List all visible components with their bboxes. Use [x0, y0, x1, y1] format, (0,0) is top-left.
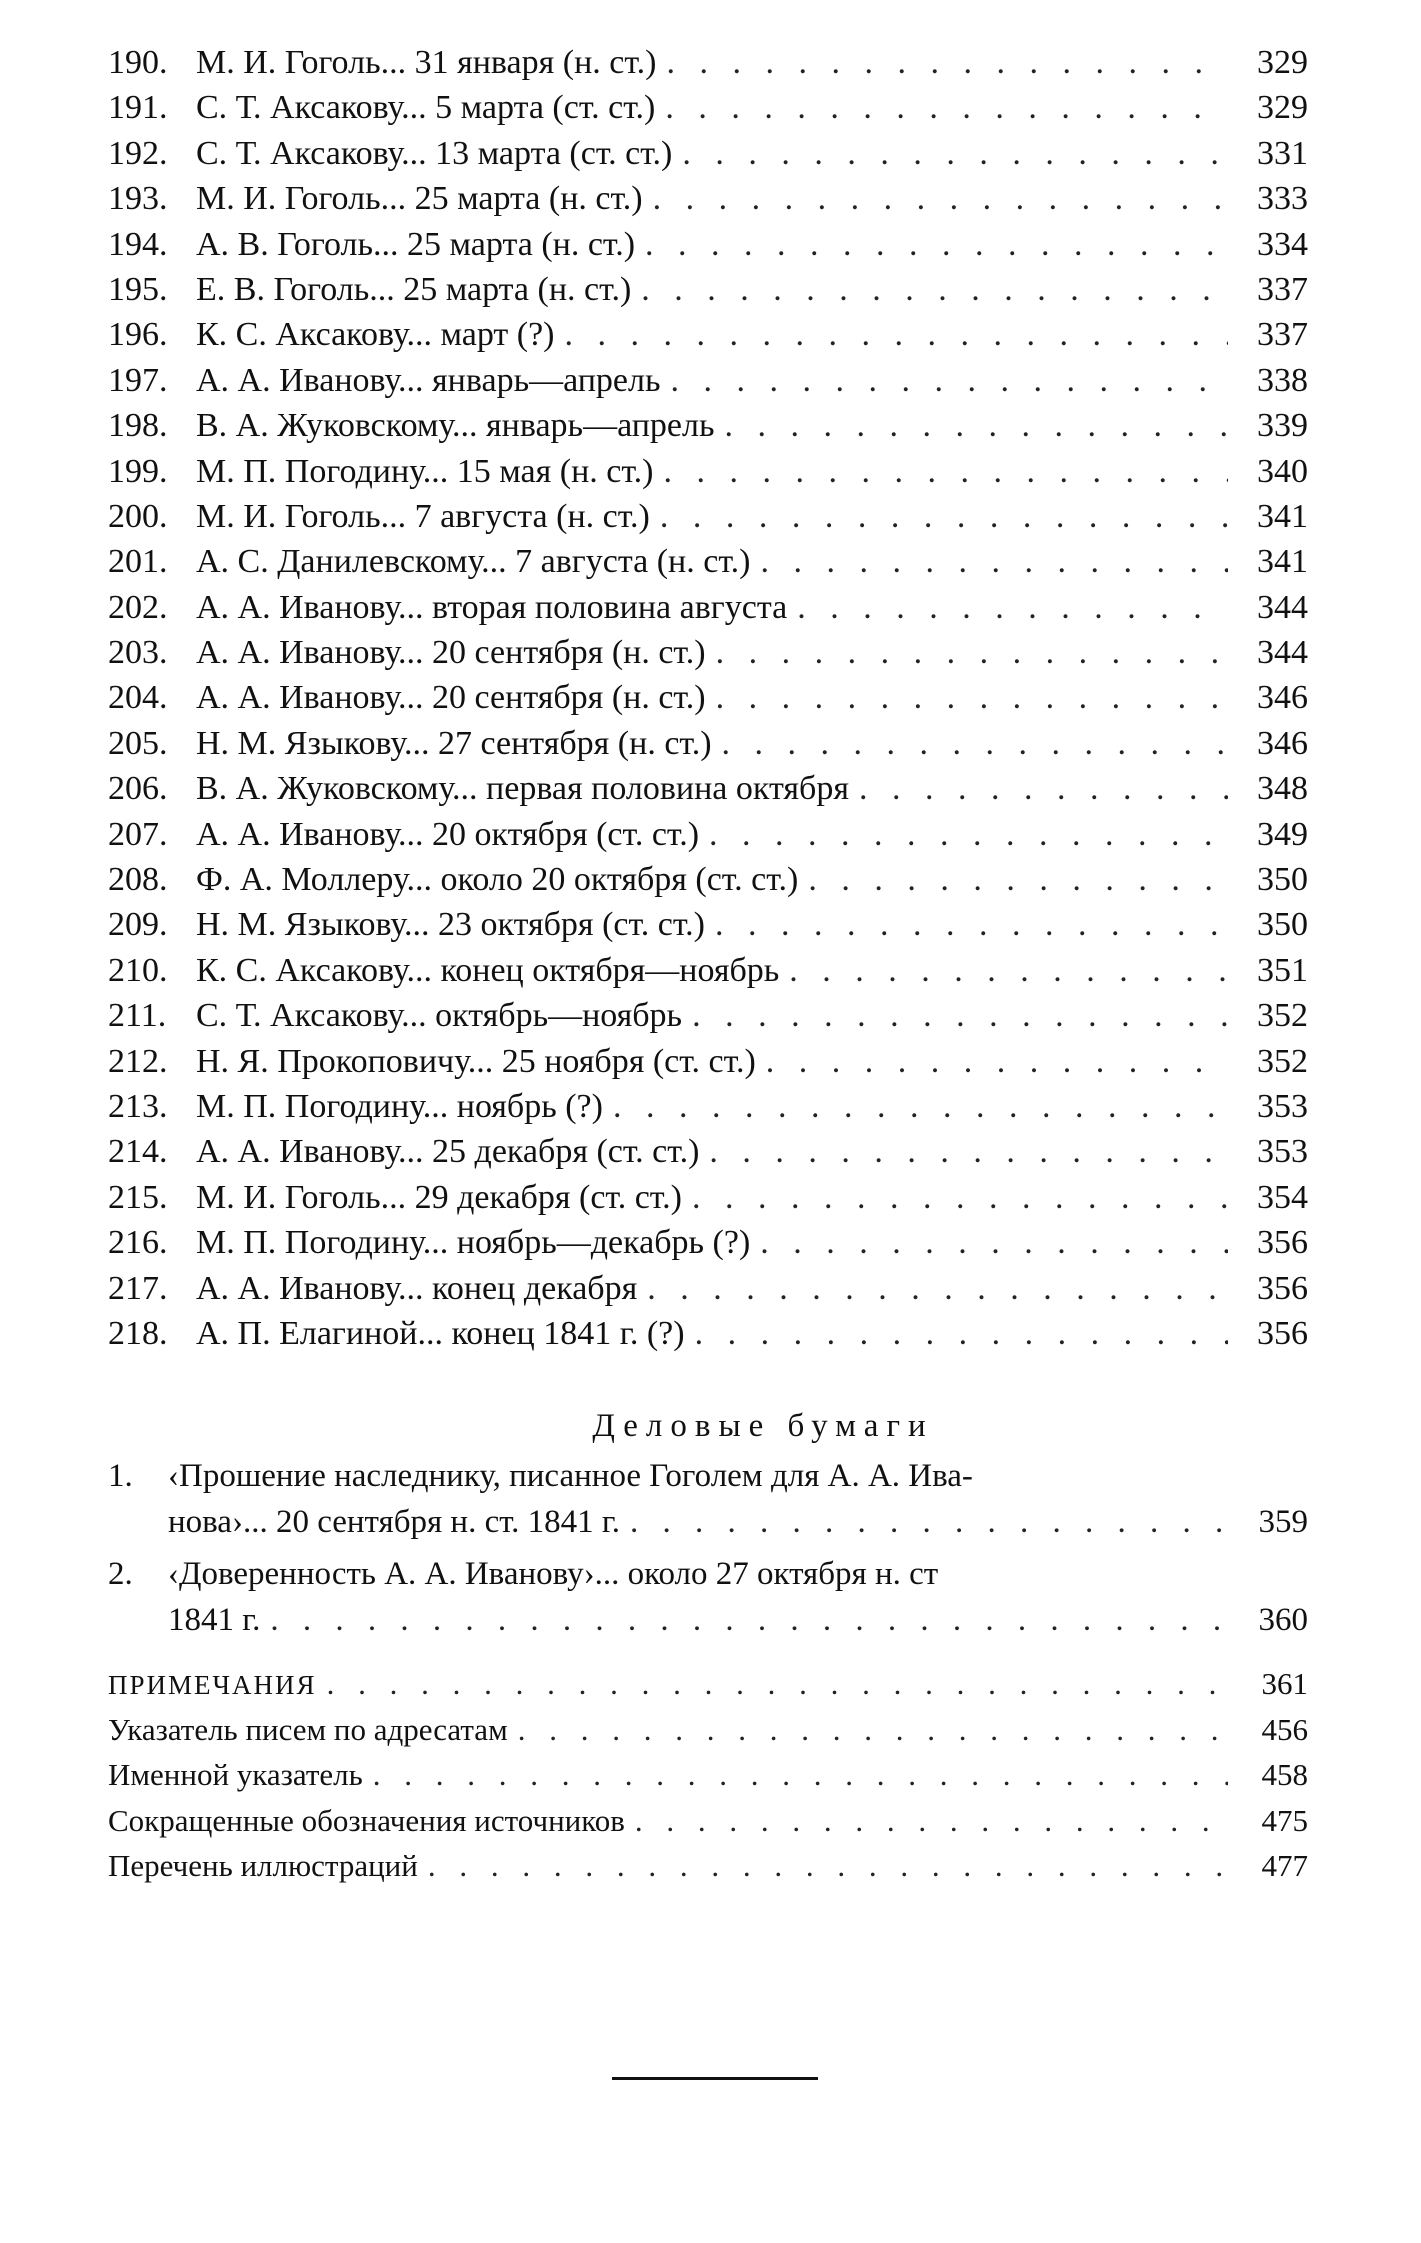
page-number: 356: [1257, 1314, 1308, 1352]
entry-number: 207.: [108, 815, 168, 853]
dot-leader: [564, 312, 1228, 357]
dot-leader: [664, 449, 1229, 494]
dot-leader: [797, 585, 1228, 630]
page-number: 350: [1257, 861, 1308, 899]
entry-number: 211.: [108, 997, 167, 1035]
page-number: 337: [1257, 270, 1308, 308]
entry-title: Н. М. Языкову... 27 сентября (н. ст.): [196, 724, 712, 762]
entry-title: С. Т. Аксакову... 13 марта (ст. ст.): [196, 134, 673, 172]
entry-title: К. С. Аксакову... конец октября—ноябрь: [196, 951, 780, 989]
entry-title: М. И. Гоголь... 25 марта (н. ст.): [196, 180, 643, 218]
dot-leader: [766, 1039, 1228, 1084]
entry-number: 1.: [108, 1458, 133, 1495]
entry-title: А. А. Иванову... конец декабря: [196, 1269, 638, 1307]
page-number: 333: [1257, 180, 1308, 218]
entry-number: 217.: [108, 1269, 168, 1307]
toc-entry: [108, 1220, 1308, 1265]
entry-number: 205.: [108, 724, 168, 762]
page-number: 352: [1257, 997, 1308, 1035]
dot-leader: [760, 539, 1228, 584]
page-number: 352: [1257, 1042, 1308, 1080]
entry-number: 198.: [108, 407, 168, 445]
page-number: 475: [1261, 1802, 1308, 1838]
entry-number: 208.: [108, 861, 168, 899]
entry-title: А. А. Иванову... 20 сентября (н. ст.): [196, 634, 706, 672]
dot-leader: [695, 1311, 1228, 1356]
entry-number: 197.: [108, 361, 168, 399]
toc-entry: [108, 721, 1308, 766]
entry-title: ПРИМЕЧАНИЯ: [108, 1670, 317, 1701]
toc-entry: [108, 993, 1308, 1038]
dot-leader: [808, 857, 1228, 902]
toc-entry: [108, 1266, 1308, 1311]
page-number: 334: [1257, 225, 1308, 263]
entry-title: В. А. Жуковскому... первая половина октября: [196, 770, 849, 808]
toc-entry: [108, 267, 1308, 312]
entry-number: 191.: [108, 89, 168, 127]
page-number: 340: [1257, 452, 1308, 490]
toc-entry-illustrations: [108, 1843, 1308, 1888]
dot-leader: [653, 176, 1228, 221]
entry-title: С. Т. Аксакову... октябрь—ноябрь: [196, 997, 683, 1035]
entry-title: М. И. Гоголь... 29 декабря (ст. ст.): [196, 1178, 682, 1216]
entry-title-continued: нова›... 20 сентября н. ст. 1841 г.: [168, 1504, 620, 1541]
entry-number: 206.: [108, 770, 168, 808]
dot-leader: [428, 1843, 1228, 1888]
toc-entry-index-letters: [108, 1707, 1308, 1752]
page-number: 344: [1257, 634, 1308, 672]
entry-title: ‹Доверенность А. А. Иванову›... около 27 октября н. ст: [168, 1556, 939, 1593]
entry-number: 215.: [108, 1178, 168, 1216]
toc-entry: [108, 902, 1308, 947]
dot-leader: [641, 267, 1228, 312]
dot-leader: [613, 1084, 1228, 1129]
toc-entry: [108, 1311, 1308, 1356]
dot-leader: [682, 131, 1228, 176]
entry-number: 190.: [108, 44, 168, 81]
entry-number: 218.: [108, 1314, 168, 1352]
toc-entry-abbreviations: [108, 1798, 1308, 1843]
entry-number: 203.: [108, 634, 168, 672]
toc-entry: [108, 312, 1308, 357]
end-rule: [612, 2077, 818, 2080]
dot-leader: [716, 675, 1228, 720]
dot-leader: [789, 948, 1228, 993]
page-number: 360: [1258, 1602, 1308, 1639]
entry-number: 201.: [108, 543, 168, 581]
entry-number: 2.: [108, 1556, 133, 1593]
entry-number: 199.: [108, 452, 168, 490]
page-number: 350: [1257, 906, 1308, 944]
dot-leader: [716, 630, 1228, 675]
dot-leader: [327, 1661, 1228, 1706]
entry-title: ‹Прошение наследнику, писанное Гоголем для А. А. Ива-: [168, 1458, 973, 1495]
entry-title-continued: 1841 г.: [168, 1602, 261, 1639]
toc-entry-notes: [108, 1661, 1308, 1706]
dot-leader: [635, 1798, 1228, 1843]
entry-title: Ф. А. Моллеру... около 20 октября (ст. ст.): [196, 861, 799, 899]
entry-title: А. А. Иванову... вторая половина августа: [196, 588, 788, 626]
page-number: 349: [1257, 815, 1308, 853]
page-number: 351: [1257, 951, 1308, 989]
toc-entry: [108, 812, 1308, 857]
entry-number: 214.: [108, 1133, 168, 1171]
dot-leader: [666, 40, 1228, 85]
entry-number: 209.: [108, 906, 168, 944]
toc-entry: [108, 857, 1308, 902]
toc-entry: [108, 403, 1308, 448]
toc-entry: [108, 539, 1308, 584]
toc-entry: [108, 1039, 1308, 1084]
page-number: 353: [1257, 1087, 1308, 1125]
toc-entry: [108, 176, 1308, 221]
entry-number: 204.: [108, 679, 168, 717]
entry-title: А. А. Иванову... январь—апрель: [196, 361, 661, 399]
toc-entry: [108, 766, 1308, 811]
table-of-contents: [108, 40, 1308, 1888]
entry-number: 194.: [108, 225, 168, 263]
dot-leader: [722, 721, 1228, 766]
entry-title: М. И. Гоголь... 31 января (н. ст.): [196, 44, 657, 81]
entry-title: К. С. Аксакову... март (?): [196, 316, 555, 354]
entry-title: Именной указатель: [108, 1757, 363, 1793]
dot-leader: [859, 766, 1228, 811]
entry-title: М. П. Погодину... ноябрь (?): [196, 1087, 603, 1125]
entry-number: 192.: [108, 134, 168, 172]
entry-number: 210.: [108, 951, 168, 989]
entry-title: М. П. Погодину... ноябрь—декабрь (?): [196, 1224, 751, 1262]
entry-number: 213.: [108, 1087, 168, 1125]
toc-entry: [108, 222, 1308, 267]
dot-leader: [715, 902, 1228, 947]
entry-title: А. В. Гоголь... 25 марта (н. ст.): [196, 225, 636, 263]
toc-entry: [108, 948, 1308, 993]
page-number: 354: [1257, 1178, 1308, 1216]
entry-number: 202.: [108, 588, 168, 626]
page-number: 339: [1257, 407, 1308, 445]
appendix-list: [108, 1661, 1308, 1888]
toc-entry: [108, 675, 1308, 720]
entry-number: 193.: [108, 180, 168, 218]
entry-number: 212.: [108, 1042, 168, 1080]
dot-leader: [709, 1129, 1228, 1174]
entry-number: 216.: [108, 1224, 168, 1262]
toc-entry: [108, 85, 1308, 130]
toc-entry: [108, 494, 1308, 539]
entry-title: С. Т. Аксакову... 5 марта (ст. ст.): [196, 89, 656, 127]
page-number: 329: [1257, 44, 1308, 81]
page-number: 346: [1257, 724, 1308, 762]
entry-title: А. С. Данилевскому... 7 августа (н. ст.): [196, 543, 751, 581]
toc-entry: [108, 585, 1308, 630]
section-heading: Деловые бумаги: [592, 1408, 934, 1445]
toc-entry: [108, 1129, 1308, 1174]
page-number: 356: [1257, 1224, 1308, 1262]
toc-entry: [108, 131, 1308, 176]
page-number: 359: [1258, 1504, 1308, 1541]
dot-leader: [670, 358, 1228, 403]
dot-leader: [645, 222, 1228, 267]
page-number: 456: [1261, 1711, 1308, 1747]
entry-title: Е. В. Гоголь... 25 марта (н. ст.): [196, 270, 632, 308]
business-papers-list: [108, 1453, 1308, 1643]
page-number: 458: [1261, 1757, 1308, 1793]
dot-leader: [692, 1175, 1228, 1220]
entry-title: Сокращенные обозначения источников: [108, 1802, 625, 1838]
page-number: 337: [1257, 316, 1308, 354]
entry-title: М. И. Гоголь... 7 августа (н. ст.): [196, 497, 650, 535]
dot-leader: [373, 1752, 1228, 1797]
toc-entry-index-names: [108, 1752, 1308, 1797]
dot-leader: [647, 1266, 1228, 1311]
page-number: 356: [1257, 1269, 1308, 1307]
page-number: 341: [1257, 497, 1308, 535]
dot-leader: [270, 1597, 1228, 1643]
entry-number: 200.: [108, 497, 168, 535]
dot-leader: [660, 494, 1228, 539]
toc-entry: [108, 40, 1308, 85]
toc-entry: [108, 1084, 1308, 1129]
entry-title: Н. М. Языкову... 23 октября (ст. ст.): [196, 906, 706, 944]
dot-leader: [709, 812, 1228, 857]
dot-leader: [760, 1220, 1228, 1265]
page-number: 477: [1261, 1847, 1308, 1883]
toc-entry: [108, 1175, 1308, 1220]
dot-leader: [665, 85, 1228, 130]
dot-leader: [724, 403, 1228, 448]
dot-leader: [518, 1707, 1228, 1752]
entry-title: Указатель писем по адресатам: [108, 1711, 508, 1747]
page-number: 348: [1257, 770, 1308, 808]
page-number: 341: [1257, 543, 1308, 581]
entry-title: В. А. Жуковскому... январь—апрель: [196, 407, 715, 445]
entry-title: А. А. Иванову... 20 сентября (н. ст.): [196, 679, 706, 717]
page-number: 344: [1257, 588, 1308, 626]
document-entry: [108, 1453, 1308, 1545]
toc-entry: [108, 358, 1308, 403]
entry-title: А. А. Иванову... 20 октября (ст. ст.): [196, 815, 700, 853]
entry-title: А. А. Иванову... 25 декабря (ст. ст.): [196, 1133, 700, 1171]
entry-title: М. П. Погодину... 15 мая (н. ст.): [196, 452, 654, 490]
entry-title: А. П. Елагиной... конец 1841 г. (?): [196, 1314, 685, 1352]
entry-number: 195.: [108, 270, 168, 308]
letters-list: [108, 40, 1308, 1356]
toc-entry: [108, 630, 1308, 675]
page-number: 361: [1261, 1666, 1308, 1702]
page-number: 338: [1257, 361, 1308, 399]
page-number: 331: [1257, 134, 1308, 172]
document-entry: [108, 1551, 1308, 1643]
page-number: 346: [1257, 679, 1308, 717]
page-number: 329: [1257, 89, 1308, 127]
entry-number: 196.: [108, 316, 168, 354]
toc-entry: [108, 449, 1308, 494]
entry-title: Н. Я. Прокоповичу... 25 ноября (ст. ст.): [196, 1042, 756, 1080]
dot-leader: [630, 1499, 1228, 1545]
entry-title: Перечень иллюстраций: [108, 1847, 418, 1883]
page-number: 353: [1257, 1133, 1308, 1171]
dot-leader: [692, 993, 1228, 1038]
